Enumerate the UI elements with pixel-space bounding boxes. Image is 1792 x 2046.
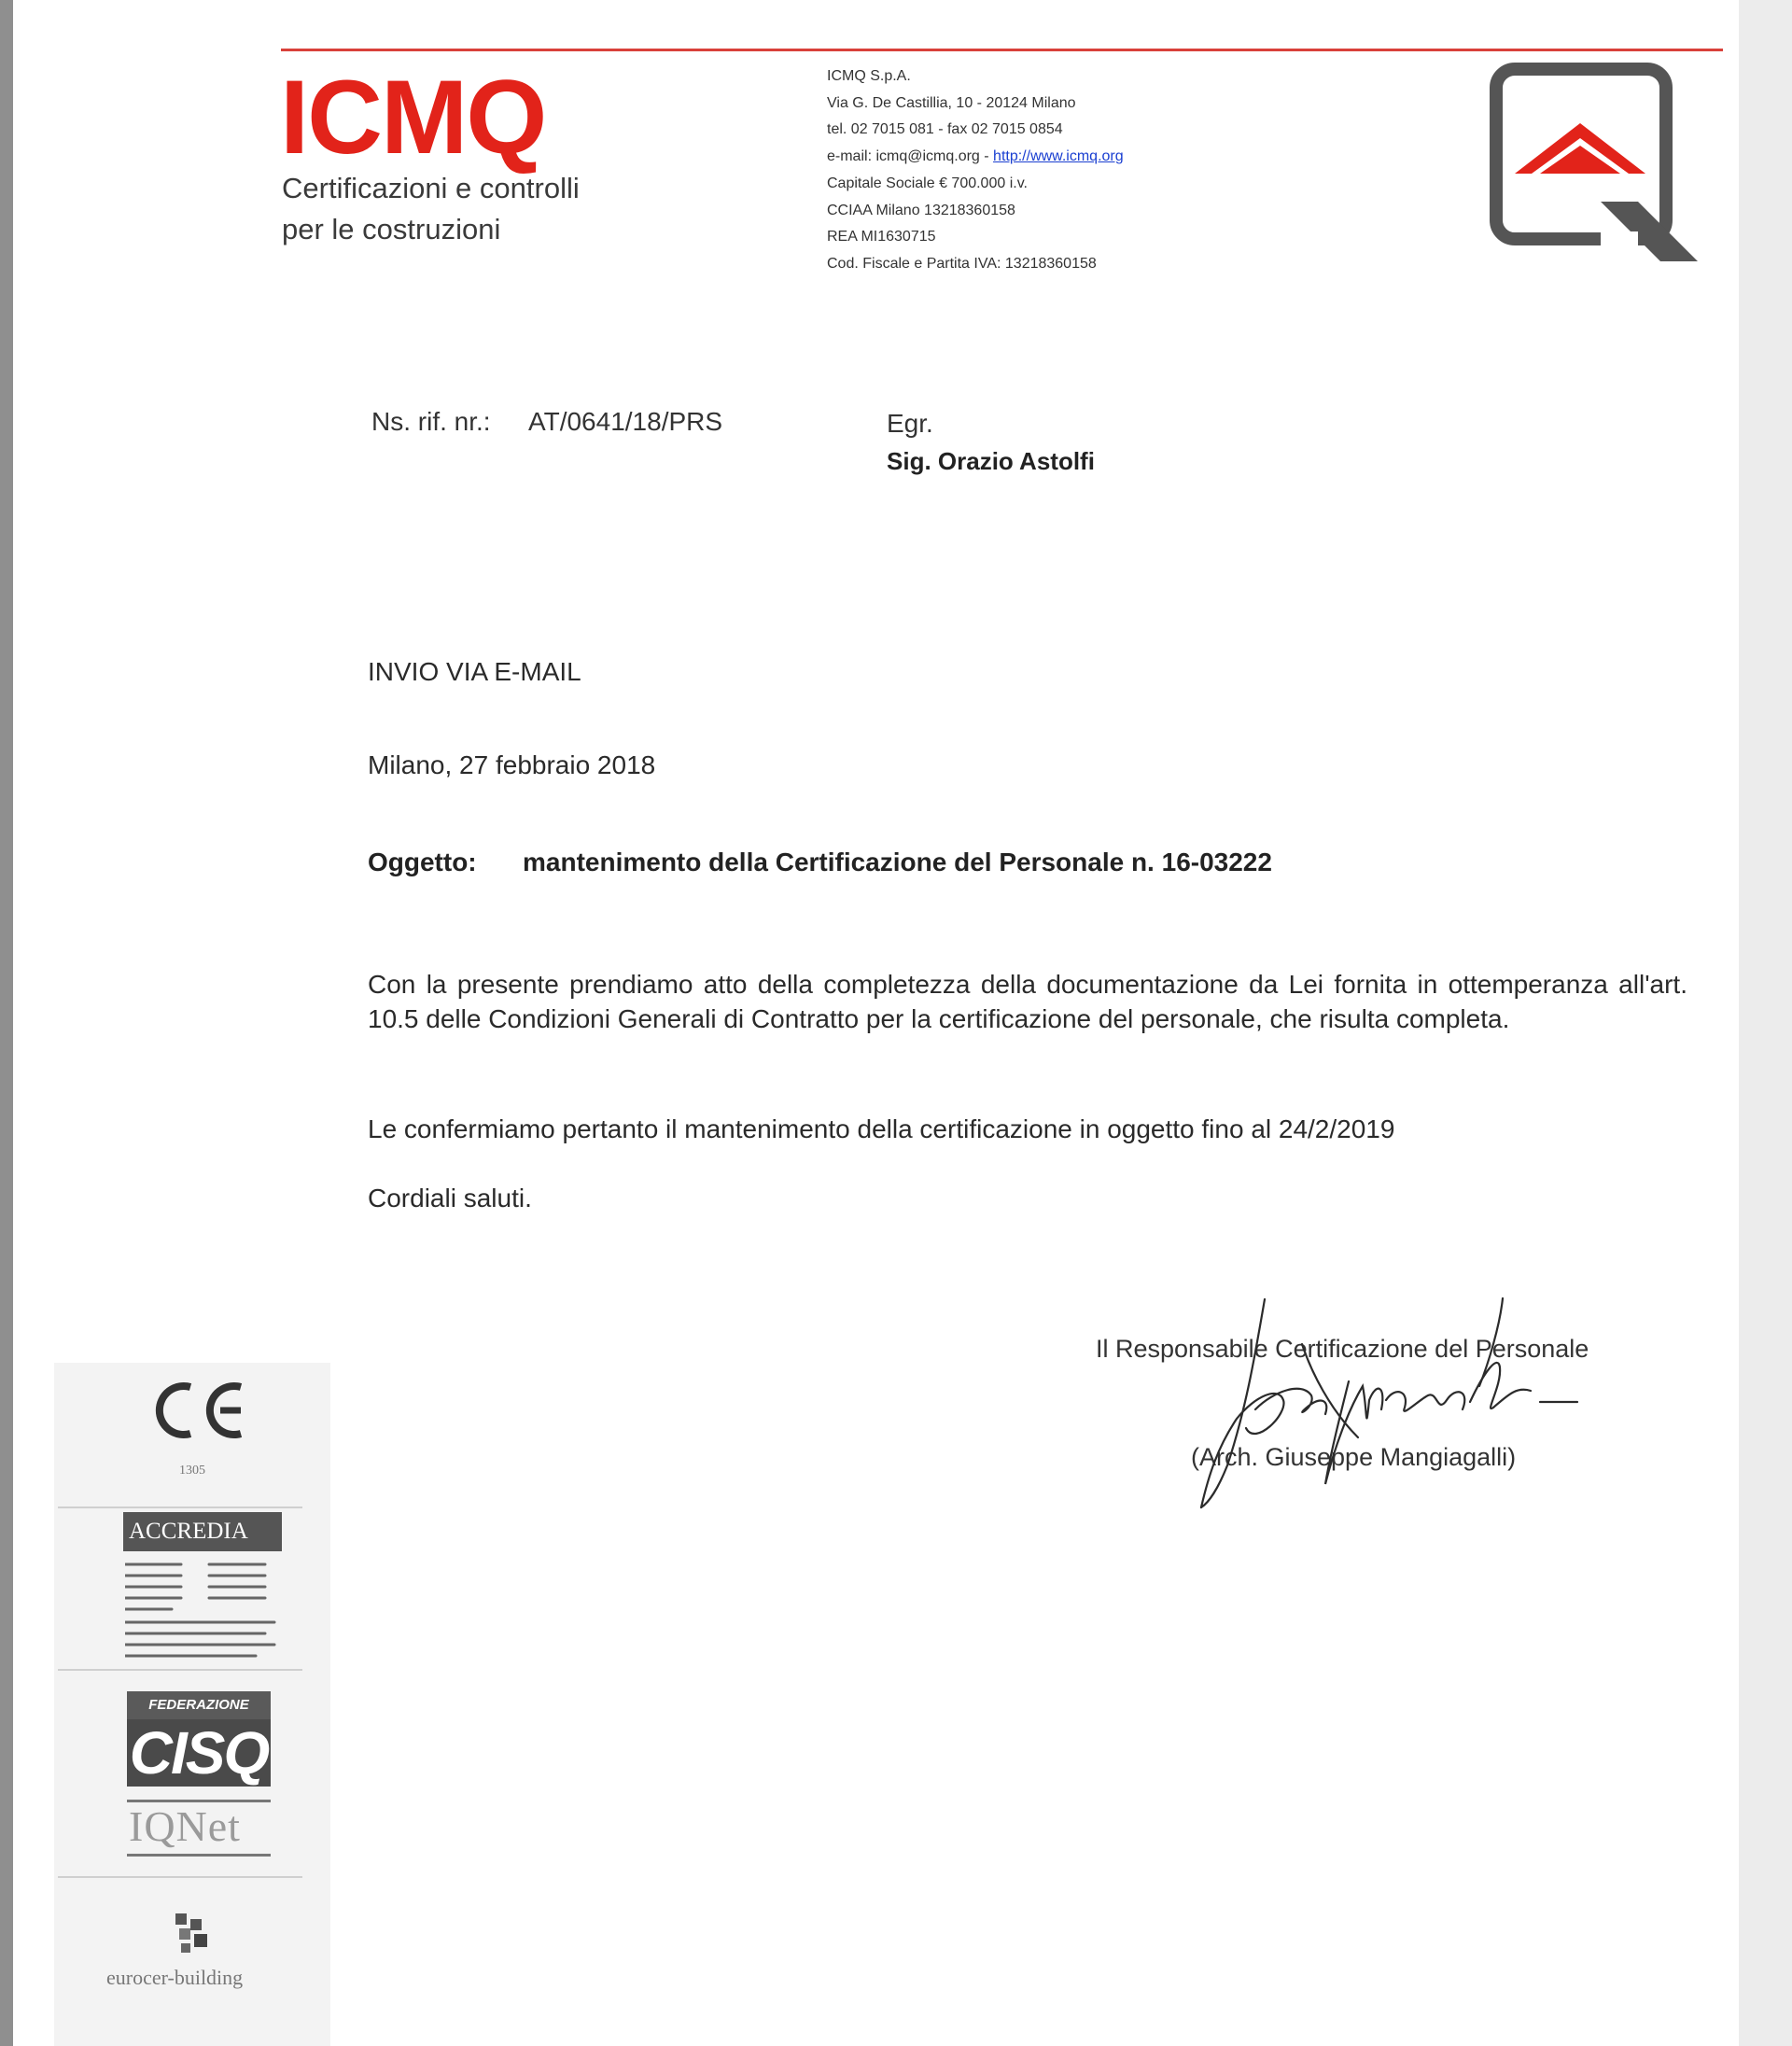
company-tax-id: Cod. Fiscale e Partita IVA: 13218360158 — [827, 255, 1097, 272]
header-rule — [281, 49, 1723, 51]
eurocer-building-logo-text: eurocer-building — [106, 1966, 244, 1989]
company-cciaa: CCIAA Milano 13218360158 — [827, 202, 1015, 218]
signatory-name: (Arch. Giuseppe Mangiagalli) — [1191, 1443, 1517, 1471]
company-capital: Capitale Sociale € 700.000 i.v. — [827, 175, 1028, 191]
accredia-fine-print — [125, 1559, 280, 1661]
ce-mark-logo — [149, 1378, 248, 1443]
company-rea: REA MI1630715 — [827, 229, 936, 245]
body-paragraph: Con la presente prendiamo atto della completezza della documentazione da Lei fornita in ottemperanza all'art. 10.5 delle Condizioni Generali di Contratto per la certificazione del personale, che risulta completa. — [368, 970, 1687, 1033]
subject-label: Oggetto: — [368, 848, 477, 876]
cisq-federation-label: FEDERAZIONE — [127, 1691, 271, 1719]
date-line: Milano, 27 febbraio 2018 — [368, 750, 656, 779]
tagline-line: per le costruzioni — [282, 213, 501, 245]
accredia-logo: ACCREDIA — [123, 1512, 282, 1551]
subject-text: mantenimento della Certificazione del Personale n. 16-03222 — [523, 848, 1272, 876]
company-phone: tel. 02 7015 081 - fax 02 7015 0854 — [827, 121, 1063, 138]
iqnet-logo: IQNet — [129, 1802, 241, 1850]
delivery-method: INVIO VIA E-MAIL — [368, 657, 581, 686]
brand-wordmark: ICMQ — [280, 59, 546, 175]
signatory-title: Il Responsabile Certificazione del Personale — [1096, 1335, 1589, 1363]
reference-number: AT/0641/18/PRS — [528, 407, 723, 436]
icmq-q-logo — [1489, 62, 1703, 267]
company-name: ICMQ S.p.A. — [827, 68, 911, 84]
divider — [58, 1506, 302, 1508]
closing-salutation: Cordiali saluti. — [368, 1184, 532, 1212]
company-address: Via G. De Castillia, 10 - 20124 Milano — [827, 94, 1076, 111]
addressee-name: Sig. Orazio Astolfi — [887, 447, 1095, 475]
company-website-link[interactable]: http://www.icmq.org — [993, 148, 1124, 165]
cisq-logo: CISQ — [127, 1719, 271, 1787]
divider — [58, 1669, 302, 1671]
body-paragraph: Le confermiamo pertanto il mantenimento della certificazione in oggetto fino al 24/2/2019 — [368, 1114, 1395, 1143]
notified-body-number: 1305 — [179, 1464, 205, 1478]
divider — [127, 1854, 271, 1857]
brand-tagline — [282, 168, 580, 250]
company-details — [827, 63, 1124, 278]
company-contact — [827, 144, 1124, 171]
handwritten-signature — [1115, 1297, 1591, 1512]
tagline-line: Certificazioni e controlli — [282, 172, 580, 204]
company-email: e-mail: icmq@icmq.org - — [827, 148, 994, 165]
addressee-greeting: Egr. — [887, 409, 933, 438]
divider — [58, 1876, 302, 1878]
eurocer-building-icon — [174, 1912, 217, 1956]
viewer-background — [1739, 0, 1792, 2046]
reference-label: Ns. rif. nr.: — [371, 407, 491, 436]
